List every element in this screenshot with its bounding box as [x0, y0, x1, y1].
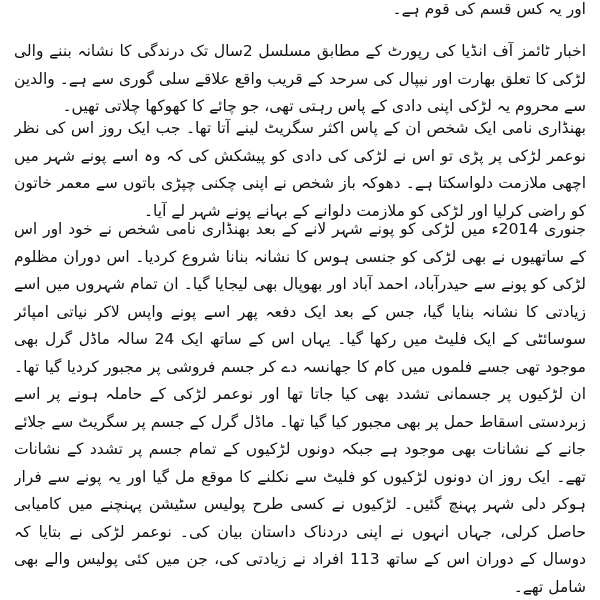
- article-page: [14, 0, 586, 600]
- paragraph-report-intro: اخبار ٹائمز آف انڈیا کی رپورٹ کے مطابق مسلسل 2سال تک درندگی کا نشانہ بننے والی لڑکی کا تعلق بھارت اور نیپال کی سرحد کے قریب واقع علاقے سلی گوری سے ہے۔ والدین سے محروم یہ لڑکی اپنی دادی کے پاس رہتی تھی، جو چائے کا کھوکھا چلاتی تھیں۔: [14, 42, 586, 115]
- paragraph-bhandari-offer: بھنڈاری نامی ایک شخص ان کے پاس اکثر سگریٹ لینے آتا تھا۔ جب ایک روز اس کی نظر نوعمر لڑکی پر پڑی تو اس نے لڑکی کی دادی کو پیشکش کی کہ وہ اسے پونے شہر میں اچھی ملازمت دلواسکتا ہے۔ دھوکہ باز شخص نے اپنی چکنی چپڑی باتوں سے معمر خاتون کو راضی کرلیا اور لڑکی کو ملازمت دلوانے کے بہانے پونے شہر لے آیا۔: [14, 119, 586, 220]
- paragraph-january-2014: جنوری 2014ء میں لڑکی کو پونے شہر لانے کے بعد بھنڈاری نامی شخص نے خود اور اس کے ساتھیوں نے بھی لڑکی کو جنسی ہوس کا نشانہ بنانا شروع کردیا۔ اس دوران مظلوم لڑکی کو پونے سے حیدرآباد، احمد آباد اور بھوپال بھی لیجایا گیا۔ ان تمام شہروں میں اسے زیادتی کا نشانہ بنایا گیا، جس کے بعد ایک دفعہ پھر اسے پونے واپس لاکر نیاتی امپائر سوسائٹی کے ایک فلیٹ میں رکھا گیا۔ یہاں اس کے ساتھ ایک 24 سالہ ماڈل گرل بھی موجود تھی جسے فلموں میں کام کا جھانسہ دے کر جسم فروشی پر مجبور کردیا گیا تھا۔ ان لڑکیوں پر جسمانی تشدد بھی کیا جاتا تھا اور نوعمر لڑکی کے حاملہ ہونے پر اسے زبردستی اسقاط حمل پر بھی مجبور کیا گیا تھا۔ ماڈل گرل کے جسم پر سگریٹ سے جلائے جانے کے نشانات بھی موجود ہے جبکہ دونوں لڑکیوں کے تمام جسم پر تشدد کے نشانات تھے۔ ایک روز ان دونوں لڑکیوں کو فلیٹ سے نکلنے کا موقع مل گیا اور یہ پونے سے فرار ہوکر دلی شہر پہنچ گئیں۔ لڑکیوں نے کسی طرح پولیس سٹیشن پہنچنے میں کامیابی حاصل کرلی، جہاں انہوں نے اپنی دردناک داستان بیان کی۔ نوعمر لڑکی نے بتایا کہ دوسال کے دوران اس کے ساتھ 113 افراد نے زیادتی کی، جن میں کئی پولیس والے بھی شامل تھے۔: [14, 220, 586, 596]
- top-text-fragment: اور یہ کس قسم کی قوم ہے۔: [392, 0, 586, 18]
